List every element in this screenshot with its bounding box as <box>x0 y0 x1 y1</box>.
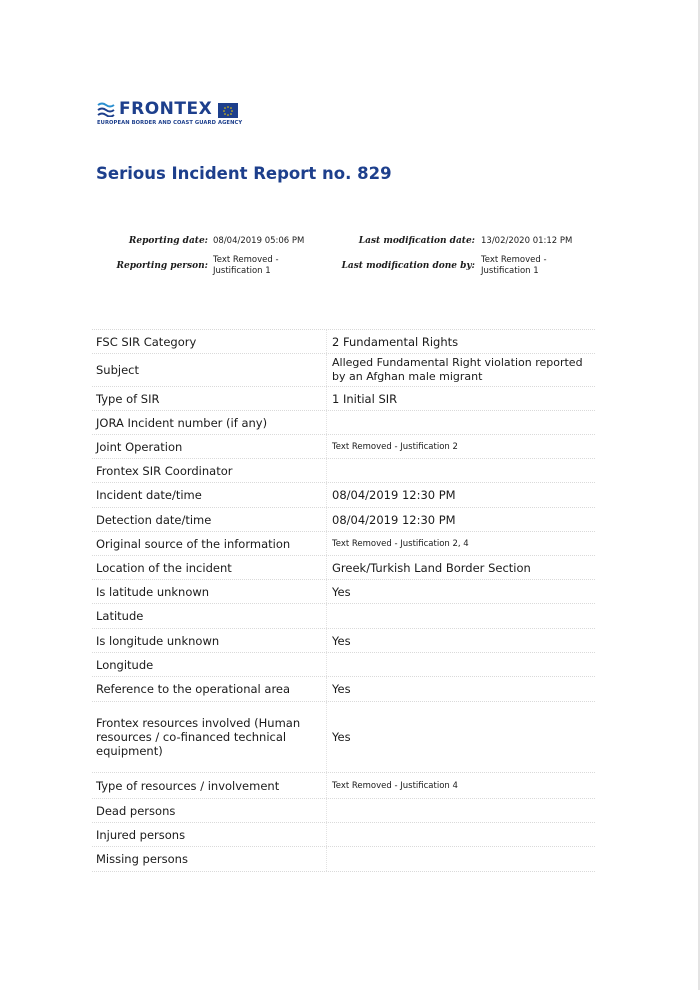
field-value: Yes <box>332 730 351 744</box>
field-value: Yes <box>332 584 351 599</box>
table-row <box>92 387 595 411</box>
table-row <box>92 483 595 508</box>
field-value: Greek/Turkish Land Border Section <box>332 560 531 575</box>
field-label: Joint Operation <box>92 435 327 458</box>
field-value: Alleged Fundamental Right violation reported by an Afghan male migrant <box>332 356 583 383</box>
reporting-date-value: 08/04/2019 05:06 PM <box>213 236 305 246</box>
frontex-waves-icon <box>97 102 115 117</box>
field-value: 2 Fundamental Rights <box>332 334 459 349</box>
table-row <box>92 653 595 677</box>
table-row <box>92 459 595 483</box>
table-row <box>92 354 595 387</box>
logo-tagline: EUROPEAN BORDER AND COAST GUARD AGENCY <box>97 120 243 126</box>
reporting-person-value-line2: Justification 1 <box>213 266 271 276</box>
field-label: Subject <box>92 354 327 386</box>
field-label: Type of resources / involvement <box>92 773 327 798</box>
table-row <box>92 823 595 847</box>
field-label: Injured persons <box>92 823 327 846</box>
table-row <box>92 556 595 580</box>
table-row <box>92 847 595 872</box>
field-value: 08/04/2019 12:30 PM <box>332 488 456 502</box>
last-modification-date-value: 13/02/2020 01:12 PM <box>481 236 573 246</box>
field-label: Frontex resources involved (Human resources / co-financed technical equipment) <box>92 702 327 772</box>
table-row <box>92 604 595 629</box>
eu-flag-icon <box>218 103 238 117</box>
table-row <box>92 532 595 556</box>
table-row <box>92 508 595 532</box>
table-row <box>92 677 595 702</box>
reporting-date-label: Reporting date: <box>128 236 208 246</box>
field-label: Is longitude unknown <box>92 629 327 652</box>
field-label: Type of SIR <box>92 387 327 410</box>
last-modification-by-label: Last modification done by: <box>341 261 475 271</box>
field-label: Longitude <box>92 653 327 676</box>
last-modification-by-value-line1: Text Removed - <box>481 255 547 265</box>
last-modification-date-label: Last modification date: <box>358 236 475 246</box>
field-value: Text Removed - Justification 4 <box>332 780 458 791</box>
table-row <box>92 799 595 823</box>
incident-details-table <box>92 329 595 872</box>
table-row <box>92 629 595 653</box>
field-value: Yes <box>332 682 351 696</box>
field-value: Yes <box>332 633 351 648</box>
field-label: Incident date/time <box>92 483 327 507</box>
frontex-logo <box>97 101 242 126</box>
table-row <box>92 702 595 773</box>
table-row <box>92 580 595 604</box>
field-value: Text Removed - Justification 2, 4 <box>332 538 469 549</box>
table-row <box>92 773 595 799</box>
field-value: 08/04/2019 12:30 PM <box>332 512 456 527</box>
field-value: 1 Initial SIR <box>332 391 398 406</box>
field-label: Location of the incident <box>92 556 327 579</box>
reporting-person-value-line1: Text Removed - <box>213 255 279 265</box>
reporting-person-label: Reporting person: <box>116 261 208 271</box>
last-modification-by-value-line2: Justification 1 <box>481 266 539 276</box>
field-label: Frontex SIR Coordinator <box>92 459 327 482</box>
report-title: Serious Incident Report no. 829 <box>96 164 392 183</box>
field-label: Latitude <box>92 604 327 628</box>
table-row <box>92 330 595 354</box>
field-label: JORA Incident number (if any) <box>92 411 327 434</box>
table-row <box>92 435 595 459</box>
field-value: Text Removed - Justification 2 <box>332 441 458 452</box>
field-label: Dead persons <box>92 799 327 822</box>
field-label: FSC SIR Category <box>92 330 327 353</box>
field-label: Missing persons <box>92 847 327 871</box>
table-row <box>92 411 595 435</box>
logo-wordmark: FRONTEX <box>119 99 213 119</box>
field-label: Original source of the information <box>92 532 327 555</box>
field-label: Is latitude unknown <box>92 580 327 603</box>
field-label: Detection date/time <box>92 508 327 531</box>
field-label: Reference to the operational area <box>92 677 327 701</box>
